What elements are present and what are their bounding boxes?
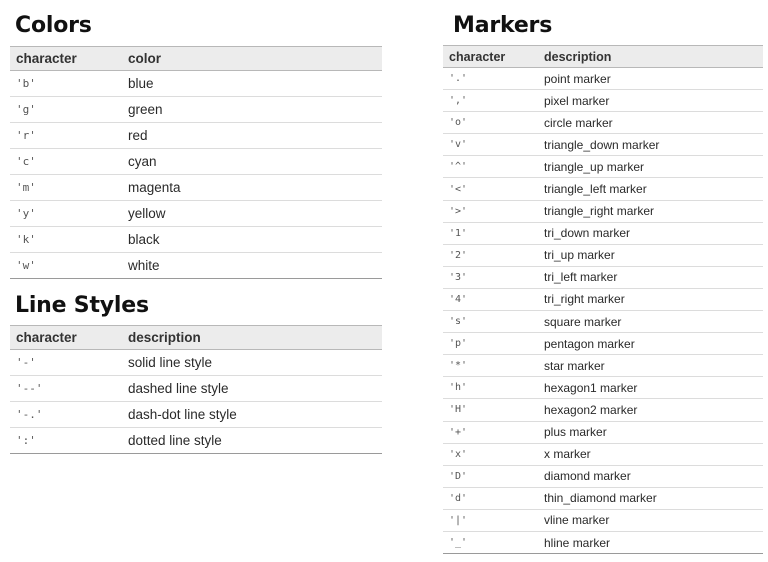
character-cell: '.' (443, 68, 538, 90)
table-header-row (10, 326, 382, 350)
character-cell: 'w' (10, 253, 122, 279)
table-row (443, 134, 763, 156)
table-row (443, 399, 763, 421)
colors-table-body (10, 71, 382, 279)
description-cell: circle marker (538, 112, 763, 134)
table-row (443, 112, 763, 134)
markers-table-body (443, 68, 763, 554)
description-cell: vline marker (538, 509, 763, 531)
table-row (10, 227, 382, 253)
description-cell: plus marker (538, 421, 763, 443)
description-cell: diamond marker (538, 465, 763, 487)
character-cell: '_' (443, 531, 538, 553)
table-header-row (443, 46, 763, 68)
character-cell: 'H' (443, 399, 538, 421)
markers-table (443, 45, 763, 554)
description-cell: pentagon marker (538, 333, 763, 355)
character-cell: 'd' (443, 487, 538, 509)
line-styles-table-body (10, 350, 382, 454)
character-cell: 'b' (10, 71, 122, 97)
character-cell: '>' (443, 200, 538, 222)
table-row (443, 421, 763, 443)
table-row (443, 355, 763, 377)
character-cell: 's' (443, 311, 538, 333)
description-cell: thin_diamond marker (538, 487, 763, 509)
character-cell: 'm' (10, 175, 122, 201)
description-cell: square marker (538, 311, 763, 333)
column-header-color: color (122, 47, 382, 71)
table-row (443, 156, 763, 178)
description-cell: hline marker (538, 531, 763, 553)
table-row (10, 175, 382, 201)
description-cell: black (122, 227, 382, 253)
table-row (443, 487, 763, 509)
line-styles-table (10, 325, 382, 454)
table-row (10, 402, 382, 428)
description-cell: yellow (122, 201, 382, 227)
table-row (443, 200, 763, 222)
table-row (10, 376, 382, 402)
character-cell: ',' (443, 90, 538, 112)
column-header-description: description (122, 326, 382, 350)
table-row (443, 509, 763, 531)
description-cell: blue (122, 71, 382, 97)
table-row (10, 149, 382, 175)
line-styles-title: Line Styles (15, 293, 149, 318)
table-row (443, 311, 763, 333)
character-cell: '1' (443, 222, 538, 244)
description-cell: tri_right marker (538, 288, 763, 310)
table-row (443, 178, 763, 200)
character-cell: 'v' (443, 134, 538, 156)
table-row (10, 123, 382, 149)
table-row (443, 465, 763, 487)
description-cell: hexagon2 marker (538, 399, 763, 421)
column-header-character: character (10, 47, 122, 71)
description-cell: triangle_left marker (538, 178, 763, 200)
character-cell: 'h' (443, 377, 538, 399)
description-cell: red (122, 123, 382, 149)
description-cell: x marker (538, 443, 763, 465)
character-cell: '|' (443, 509, 538, 531)
description-cell: tri_up marker (538, 244, 763, 266)
table-row (10, 71, 382, 97)
column-header-description: description (538, 46, 763, 68)
description-cell: triangle_down marker (538, 134, 763, 156)
table-row (10, 97, 382, 123)
character-cell: 'y' (10, 201, 122, 227)
description-cell: dash-dot line style (122, 402, 382, 428)
table-row (443, 266, 763, 288)
description-cell: solid line style (122, 350, 382, 376)
table-row (10, 350, 382, 376)
colors-table (10, 46, 382, 279)
table-row (10, 253, 382, 279)
description-cell: star marker (538, 355, 763, 377)
description-cell: dotted line style (122, 428, 382, 454)
table-row (443, 377, 763, 399)
colors-title: Colors (15, 13, 92, 38)
description-cell: triangle_up marker (538, 156, 763, 178)
description-cell: white (122, 253, 382, 279)
markers-title: Markers (453, 13, 553, 38)
character-cell: '<' (443, 178, 538, 200)
description-cell: cyan (122, 149, 382, 175)
table-row (10, 428, 382, 454)
table-row (443, 222, 763, 244)
character-cell: 'c' (10, 149, 122, 175)
character-cell: 'D' (443, 465, 538, 487)
character-cell: 'k' (10, 227, 122, 253)
description-cell: dashed line style (122, 376, 382, 402)
description-cell: point marker (538, 68, 763, 90)
column-header-character: character (443, 46, 538, 68)
character-cell: '*' (443, 355, 538, 377)
description-cell: tri_left marker (538, 266, 763, 288)
table-row (443, 531, 763, 553)
description-cell: green (122, 97, 382, 123)
column-header-character: character (10, 326, 122, 350)
character-cell: 'p' (443, 333, 538, 355)
table-row (443, 68, 763, 90)
character-cell: 'g' (10, 97, 122, 123)
table-row (10, 201, 382, 227)
character-cell: 'o' (443, 112, 538, 134)
character-cell: '2' (443, 244, 538, 266)
character-cell: '+' (443, 421, 538, 443)
character-cell: '--' (10, 376, 122, 402)
character-cell: '-.' (10, 402, 122, 428)
table-row (443, 90, 763, 112)
table-header-row (10, 47, 382, 71)
table-row (443, 333, 763, 355)
description-cell: magenta (122, 175, 382, 201)
character-cell: '3' (443, 266, 538, 288)
table-row (443, 244, 763, 266)
character-cell: '4' (443, 288, 538, 310)
character-cell: '^' (443, 156, 538, 178)
description-cell: tri_down marker (538, 222, 763, 244)
character-cell: 'r' (10, 123, 122, 149)
description-cell: hexagon1 marker (538, 377, 763, 399)
description-cell: pixel marker (538, 90, 763, 112)
description-cell: triangle_right marker (538, 200, 763, 222)
character-cell: ':' (10, 428, 122, 454)
character-cell: '-' (10, 350, 122, 376)
table-row (443, 443, 763, 465)
table-row (443, 288, 763, 310)
character-cell: 'x' (443, 443, 538, 465)
